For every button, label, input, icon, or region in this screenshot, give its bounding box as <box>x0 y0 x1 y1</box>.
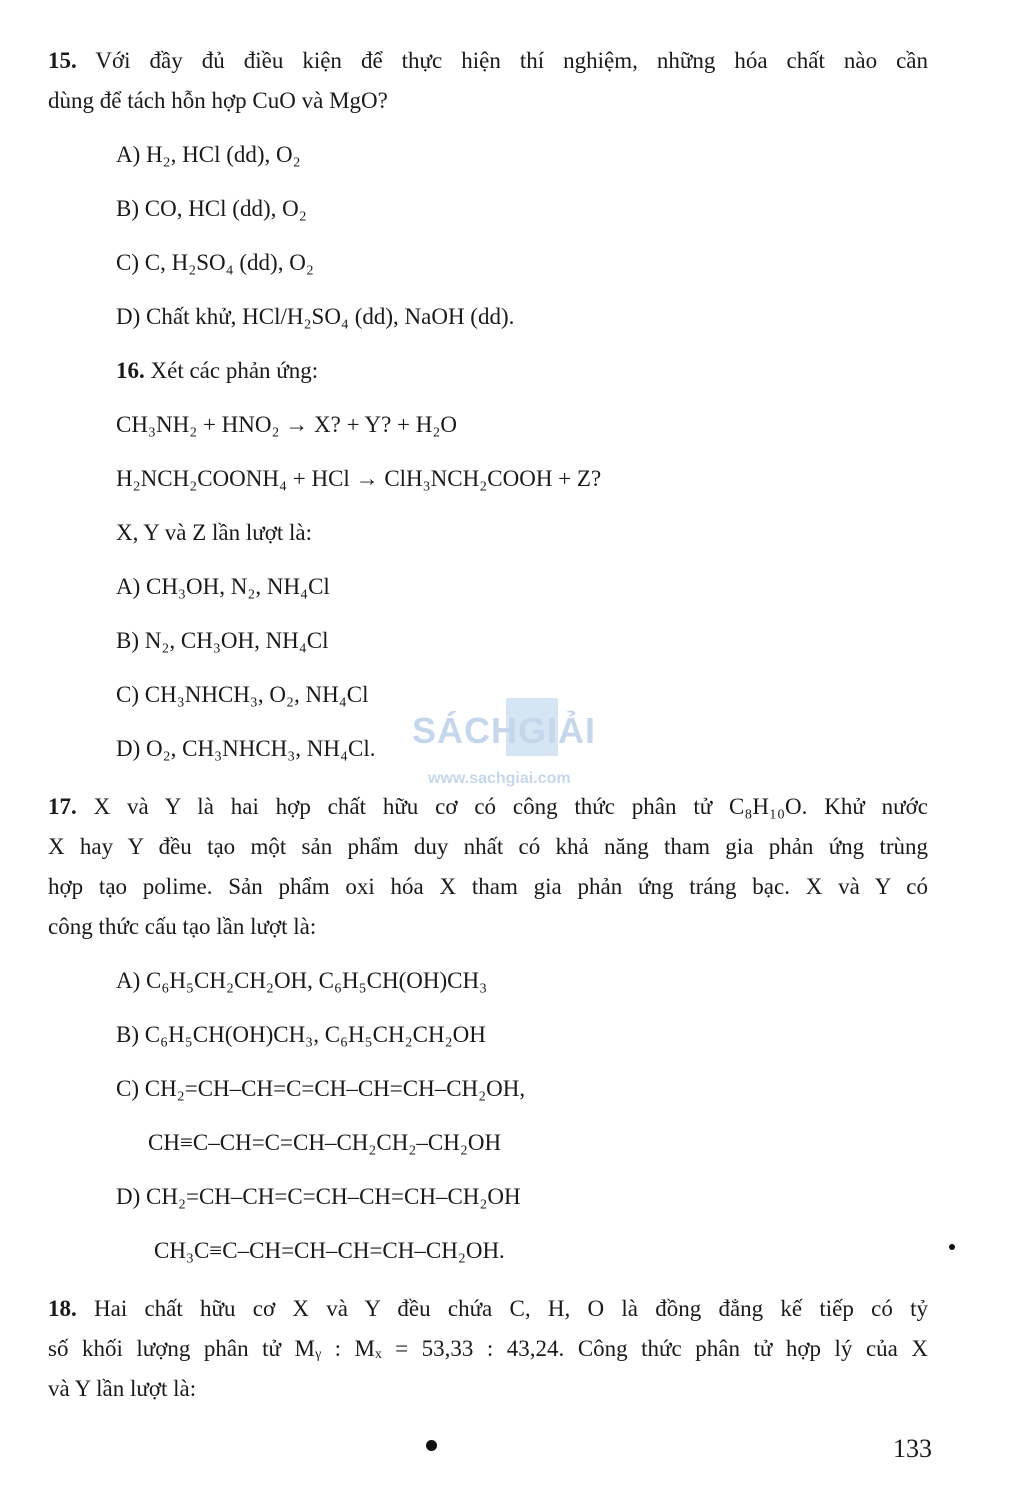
q16-prompt: X, Y và Z lần lượt là: <box>116 520 313 545</box>
scan-speck <box>426 1440 437 1451</box>
q18-line-1: 18. Hai chất hữu cơ X và Y đều chứa C, H, O là đồng đẳng kế tiếp có tỷ <box>48 1296 928 1321</box>
q15-option-a: A) H₂, HCl (dd), O₂ <box>116 142 301 167</box>
q18-line-2: số khối lượng phân tử Mᵧ : Mₓ = 53,33 : 43,24. Công thức phân tử hợp lý của X <box>48 1336 928 1361</box>
q16-line-1: 16. Xét các phản ứng: <box>116 358 319 383</box>
q17-line-1: 17. X và Y là hai hợp chất hữu cơ có công thức phân tử C₈H₁₀O. Khử nước <box>48 794 928 819</box>
q16-option-d: D) O₂, CH₃NHCH₃, NH₄Cl. <box>116 736 376 761</box>
q15-line-1: 15. Với đầy đủ điều kiện để thực hiện thí nghiệm, những hóa chất nào cần <box>48 48 928 73</box>
q16-reaction-1: CH₃NH₂ + HNO₂ → X? + Y? + H₂O <box>116 412 457 437</box>
question-number: 18. <box>48 1296 77 1321</box>
q17-option-b: B) C₆H₅CH(OH)CH₃, C₆H₅CH₂CH₂OH <box>116 1022 486 1047</box>
q17-line-3: hợp tạo polime. Sản phẩm oxi hóa X tham gia phản ứng tráng bạc. X và Y có <box>48 874 928 899</box>
question-number: 17. <box>48 794 77 819</box>
q17-line-2: X hay Y đều tạo một sản phẩm duy nhất có khả năng tham gia phản ứng trùng <box>48 834 928 859</box>
q16-reaction-2: H₂NCH₂COONH₄ + HCl → ClH₃NCH₂COOH + Z? <box>116 466 602 491</box>
q16-option-c: C) CH₃NHCH₃, O₂, NH₄Cl <box>116 682 369 707</box>
watermark-text: SÁCHGIẢI <box>412 710 597 751</box>
q15-option-d: D) Chất khử, HCl/H₂SO₄ (dd), NaOH (dd). <box>116 304 515 329</box>
q17-option-d: D) CH₂=CH–CH=C=CH–CH=CH–CH₂OH <box>116 1184 521 1209</box>
question-number: 16. <box>116 358 145 383</box>
q17-option-c: C) CH₂=CH–CH=C=CH–CH=CH–CH₂OH, <box>116 1076 526 1101</box>
q17-option-a: A) C₆H₅CH₂CH₂OH, C₆H₅CH(OH)CH₃ <box>116 968 488 993</box>
q15-line-2: dùng để tách hỗn hợp CuO và MgO? <box>48 88 388 113</box>
watermark-logo <box>400 694 630 794</box>
q16-option-b: B) N₂, CH₃OH, NH₄Cl <box>116 628 329 653</box>
q15-option-c: C) C, H₂SO₄ (dd), O₂ <box>116 250 314 275</box>
scan-speck <box>949 1244 955 1250</box>
q18-line-3: và Y lần lượt là: <box>48 1376 197 1401</box>
q17-option-d-cont: CH₃C≡C–CH=CH–CH=CH–CH₂OH. <box>154 1238 505 1263</box>
page-number: 133 <box>893 1434 932 1463</box>
question-number: 15. <box>48 48 77 73</box>
q15-option-b: B) CO, HCl (dd), O₂ <box>116 196 307 221</box>
q17-line-4: công thức cấu tạo lần lượt là: <box>48 914 317 939</box>
q17-option-c-cont: CH≡C–CH=C=CH–CH₂CH₂–CH₂OH <box>148 1130 502 1155</box>
watermark-url: www.sachgiai.com <box>428 770 571 787</box>
q16-option-a: A) CH₃OH, N₂, NH₄Cl <box>116 574 330 599</box>
